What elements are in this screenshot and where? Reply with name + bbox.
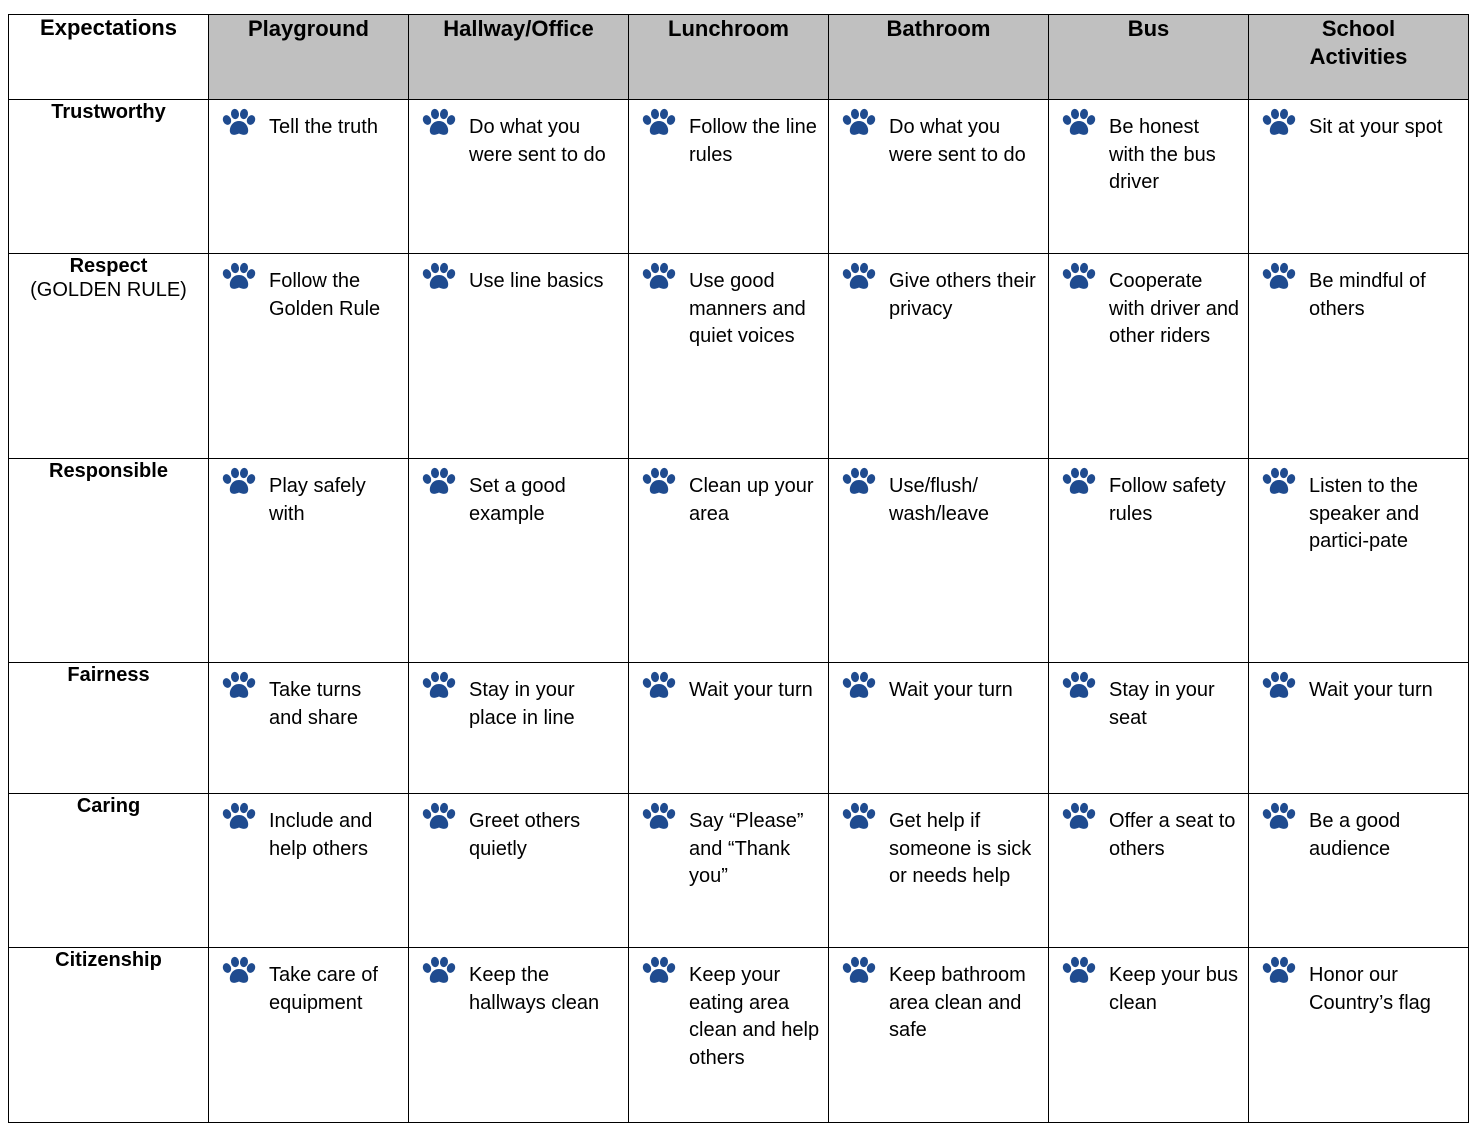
paw-print-icon xyxy=(221,956,257,986)
paw-print-icon xyxy=(221,262,257,292)
paw-print-icon xyxy=(1261,108,1297,138)
expectation-text: Follow safety rules xyxy=(1109,475,1226,525)
matrix-cell xyxy=(209,794,409,948)
cell-content xyxy=(829,459,1048,528)
expectation-text: Wait your turn xyxy=(889,679,1013,701)
column-header: Bathroom xyxy=(829,15,1049,100)
cell-content xyxy=(209,663,408,732)
paw-print-icon xyxy=(841,802,877,832)
matrix-cell xyxy=(829,948,1049,1123)
row-header-label: Citizenship xyxy=(55,949,162,971)
expectations-matrix xyxy=(8,14,1469,1123)
expectation-text: Take turns and share xyxy=(269,679,362,729)
row-header-label: Trustworthy xyxy=(51,101,166,123)
column-header: Bus xyxy=(1049,15,1249,100)
table-row xyxy=(9,794,1469,948)
row-header xyxy=(9,254,209,459)
matrix-cell xyxy=(629,100,829,254)
cell-content xyxy=(629,254,828,351)
cell-content xyxy=(1049,663,1248,732)
row-header xyxy=(9,663,209,794)
paw-print-icon xyxy=(1061,956,1097,986)
paw-print-icon xyxy=(841,956,877,986)
paw-print-icon xyxy=(421,671,457,701)
paw-print-icon xyxy=(641,467,677,497)
expectation-text: Stay in your seat xyxy=(1109,679,1215,729)
expectation-text: Stay in your place in line xyxy=(469,679,575,729)
cell-content xyxy=(829,663,1048,705)
cell-content xyxy=(1249,100,1468,142)
paw-print-icon xyxy=(1261,671,1297,701)
paw-print-icon xyxy=(841,262,877,292)
cell-content xyxy=(1249,459,1468,556)
cell-content xyxy=(629,948,828,1072)
matrix-cell xyxy=(409,100,629,254)
matrix-cell xyxy=(1249,459,1469,663)
cell-content xyxy=(409,100,628,169)
table-row xyxy=(9,948,1469,1123)
paw-print-icon xyxy=(1061,671,1097,701)
paw-print-icon xyxy=(1061,262,1097,292)
expectation-text: Take care of equipment xyxy=(269,964,378,1014)
expectation-text: Clean up your area xyxy=(689,475,814,525)
matrix-cell xyxy=(629,459,829,663)
cell-content xyxy=(209,254,408,323)
cell-content xyxy=(209,794,408,863)
paw-print-icon xyxy=(1061,802,1097,832)
matrix-cell xyxy=(1249,948,1469,1123)
expectation-text: Keep your bus clean xyxy=(1109,964,1238,1014)
cell-content xyxy=(1249,794,1468,863)
expectation-text: Be mindful of others xyxy=(1309,270,1426,320)
paw-print-icon xyxy=(1261,956,1297,986)
matrix-cell xyxy=(209,663,409,794)
cell-content xyxy=(1249,663,1468,705)
expectation-text: Keep your eating area clean and help others xyxy=(689,964,820,1069)
matrix-cell xyxy=(1049,100,1249,254)
cell-content xyxy=(629,100,828,169)
row-header xyxy=(9,794,209,948)
header-row xyxy=(9,15,1469,100)
cell-content xyxy=(409,459,628,528)
matrix-cell xyxy=(629,794,829,948)
matrix-cell xyxy=(1249,794,1469,948)
table-row xyxy=(9,459,1469,663)
matrix-cell xyxy=(1049,794,1249,948)
matrix-cell xyxy=(409,254,629,459)
matrix-cell xyxy=(1249,254,1469,459)
expectation-text: Keep bathroom area clean and safe xyxy=(889,964,1026,1041)
cell-content xyxy=(409,254,628,296)
table-row xyxy=(9,254,1469,459)
column-header: School Activities xyxy=(1249,15,1469,100)
matrix-cell xyxy=(1249,663,1469,794)
cell-content xyxy=(409,948,628,1017)
expectation-text: Play safely with xyxy=(269,475,366,525)
paw-print-icon xyxy=(221,467,257,497)
paw-print-icon xyxy=(1261,802,1297,832)
expectation-text: Set a good example xyxy=(469,475,566,525)
matrix-cell xyxy=(629,254,829,459)
matrix-cell xyxy=(1049,948,1249,1123)
paw-print-icon xyxy=(221,802,257,832)
cell-content xyxy=(409,794,628,863)
column-header: Hallway/Office xyxy=(409,15,629,100)
expectation-text: Get help if someone is sick or needs help xyxy=(889,810,1032,887)
paw-print-icon xyxy=(841,108,877,138)
expectation-text: Greet others quietly xyxy=(469,810,581,860)
expectation-text: Honor our Country’s flag xyxy=(1309,964,1431,1014)
cell-content xyxy=(209,100,408,142)
cell-content xyxy=(1049,254,1248,351)
paw-print-icon xyxy=(221,671,257,701)
expectation-text: Use good manners and quiet voices xyxy=(689,270,806,347)
matrix-cell xyxy=(829,794,1049,948)
paw-print-icon xyxy=(421,108,457,138)
matrix-cell xyxy=(409,663,629,794)
expectation-text: Be a good audience xyxy=(1309,810,1401,860)
matrix-cell xyxy=(409,794,629,948)
matrix-cell xyxy=(829,663,1049,794)
cell-content xyxy=(1049,794,1248,863)
matrix-cell xyxy=(629,948,829,1123)
cell-content xyxy=(1249,948,1468,1017)
expectation-text: Wait your turn xyxy=(689,679,813,701)
matrix-cell xyxy=(829,459,1049,663)
paw-print-icon xyxy=(421,467,457,497)
paw-print-icon xyxy=(421,262,457,292)
row-header xyxy=(9,100,209,254)
expectation-text: Cooperate with driver and other riders xyxy=(1109,270,1240,347)
matrix-cell xyxy=(409,459,629,663)
row-header-label: Fairness xyxy=(67,664,150,686)
paw-print-icon xyxy=(221,108,257,138)
expectation-text: Include and help others xyxy=(269,810,373,860)
row-header-sublabel: (GOLDEN RULE) xyxy=(30,279,187,301)
paw-print-icon xyxy=(1261,262,1297,292)
cell-content xyxy=(409,663,628,732)
matrix-cell xyxy=(209,100,409,254)
cell-content xyxy=(1249,254,1468,323)
expectation-text: Keep the hallways clean xyxy=(469,964,600,1014)
matrix-cell xyxy=(1049,663,1249,794)
paw-print-icon xyxy=(421,956,457,986)
expectation-text: Wait your turn xyxy=(1309,679,1433,701)
row-header-label: Caring xyxy=(76,795,141,817)
expectation-text: Sit at your spot xyxy=(1309,116,1443,138)
matrix-cell xyxy=(829,100,1049,254)
row-header xyxy=(9,948,209,1123)
cell-content xyxy=(209,459,408,528)
cell-content xyxy=(1049,948,1248,1017)
matrix-cell xyxy=(1049,459,1249,663)
matrix-cell xyxy=(1049,254,1249,459)
row-header-label: Respect xyxy=(69,255,148,277)
matrix-cell xyxy=(829,254,1049,459)
paw-print-icon xyxy=(641,671,677,701)
paw-print-icon xyxy=(1061,108,1097,138)
column-header: Playground xyxy=(209,15,409,100)
paw-print-icon xyxy=(641,956,677,986)
cell-content xyxy=(1049,459,1248,528)
paw-print-icon xyxy=(1261,467,1297,497)
table-row xyxy=(9,663,1469,794)
paw-print-icon xyxy=(841,671,877,701)
matrix-cell xyxy=(209,948,409,1123)
row-header xyxy=(9,459,209,663)
row-header-label: Responsible xyxy=(49,460,168,482)
table-row xyxy=(9,100,1469,254)
cell-content xyxy=(829,100,1048,169)
cell-content xyxy=(209,948,408,1017)
matrix-cell xyxy=(209,459,409,663)
paw-print-icon xyxy=(641,262,677,292)
paw-print-icon xyxy=(421,802,457,832)
expectation-text: Give others their privacy xyxy=(889,270,1036,320)
expectation-text: Be honest with the bus driver xyxy=(1109,116,1216,193)
corner-header: Expectations xyxy=(9,15,209,100)
matrix-cell xyxy=(209,254,409,459)
paw-print-icon xyxy=(641,802,677,832)
matrix-cell xyxy=(1249,100,1469,254)
column-header: Lunchroom xyxy=(629,15,829,100)
expectation-text: Listen to the speaker and partici-pate xyxy=(1309,475,1420,552)
cell-content xyxy=(629,794,828,891)
expectation-text: Do what you were sent to do xyxy=(889,116,1026,166)
cell-content xyxy=(829,794,1048,891)
cell-content xyxy=(829,254,1048,323)
expectation-text: Do what you were sent to do xyxy=(469,116,606,166)
expectation-text: Follow the line rules xyxy=(689,116,817,166)
cell-content xyxy=(629,663,828,705)
expectation-text: Follow the Golden Rule xyxy=(269,270,381,320)
paw-print-icon xyxy=(641,108,677,138)
expectation-text: Offer a seat to others xyxy=(1109,810,1236,860)
cell-content xyxy=(829,948,1048,1045)
expectation-text: Use/flush/ wash/leave xyxy=(889,475,990,525)
matrix-cell xyxy=(629,663,829,794)
cell-content xyxy=(1049,100,1248,197)
expectation-text: Tell the truth xyxy=(269,116,378,138)
cell-content xyxy=(629,459,828,528)
expectation-text: Say “Please” and “Thank you” xyxy=(689,810,804,887)
expectation-text: Use line basics xyxy=(469,270,604,292)
paw-print-icon xyxy=(841,467,877,497)
paw-print-icon xyxy=(1061,467,1097,497)
matrix-cell xyxy=(409,948,629,1123)
